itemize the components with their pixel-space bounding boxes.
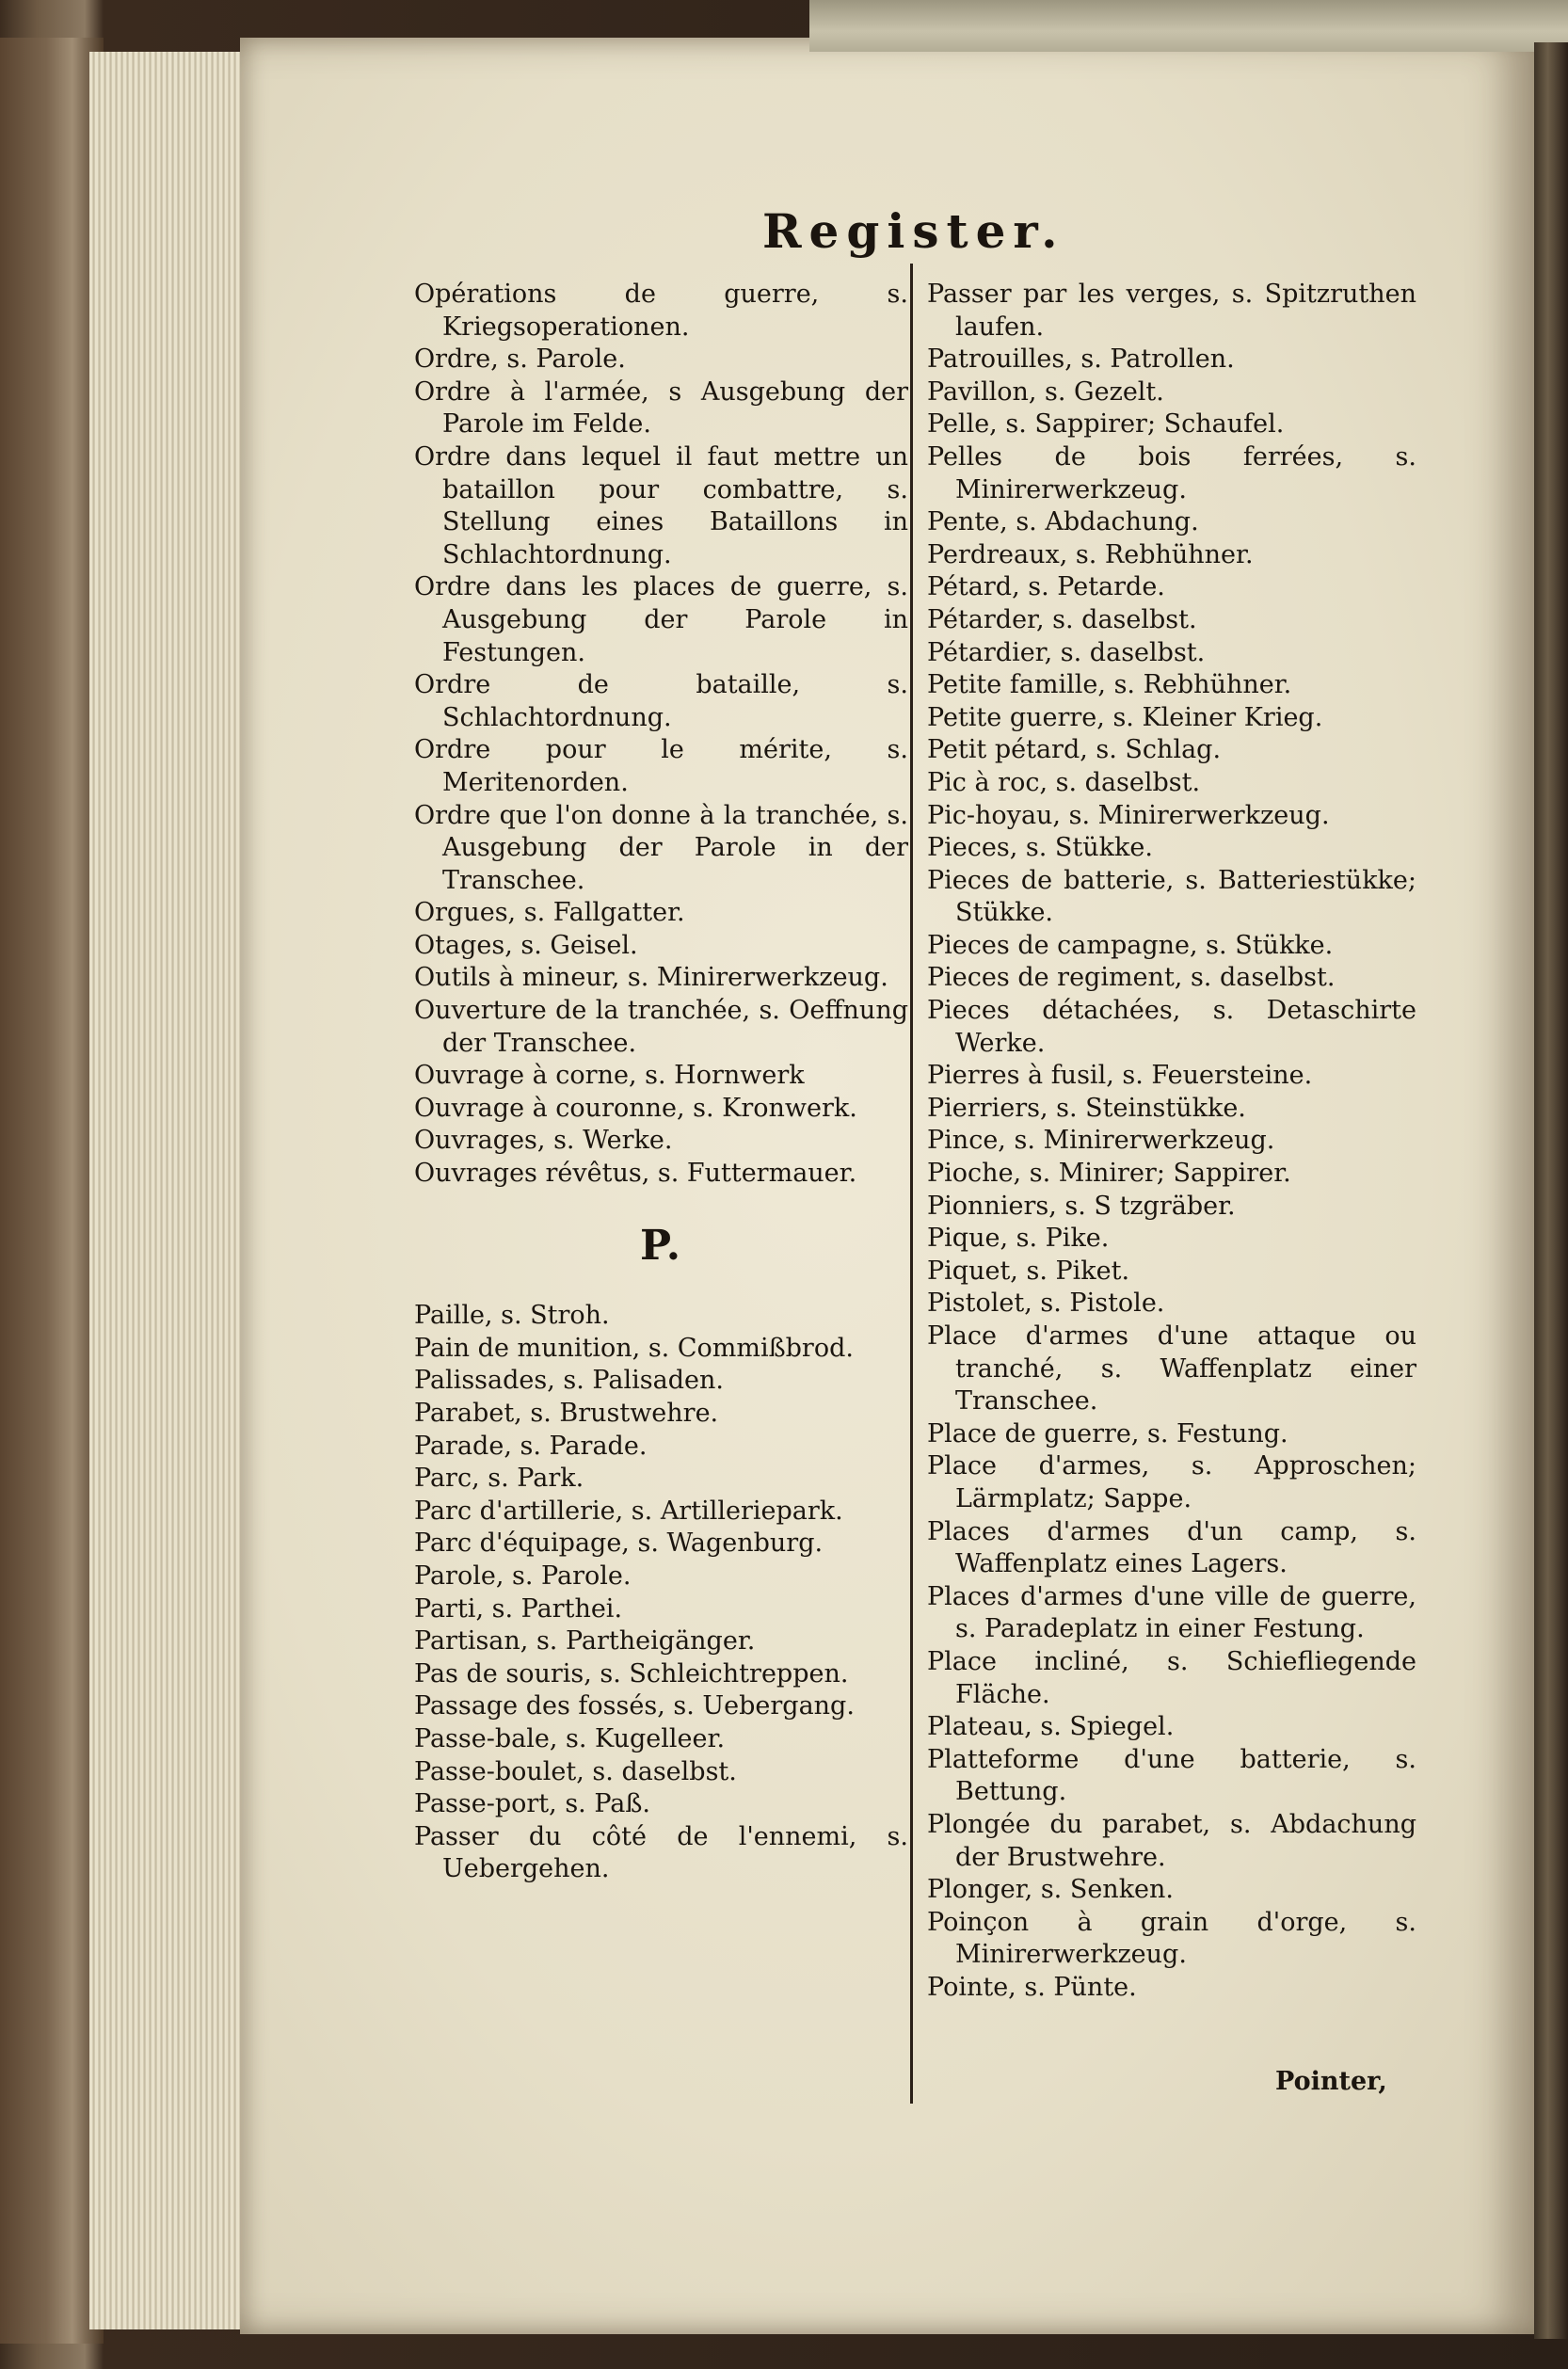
index-entry: Pionniers, s. S tzgräber. [927,1191,1236,1221]
index-entry: Pieces de campagne, s. Stükke. [927,930,1334,960]
page-edges [89,52,249,2329]
index-entry: Parabet, s. Brustwehre. [414,1399,719,1428]
index-entry: Pelles de bois ferrées, s. Minirerwerkzeug. [927,441,1416,504]
index-entry: Pieces de batterie, s. Batteriestükke; Stükke. [927,865,1416,928]
index-entry: Parc d'équipage, s. Wagenburg. [414,1529,824,1559]
index-entry: Place de guerre, s. Festung. [927,1418,1288,1449]
index-entry: Parti, s. Parthei. [414,1593,623,1624]
index-entry: Pelle, s. Sappirer; Schaufel. [927,409,1285,440]
index-entry: Ordre dans les places de guerre, s. Ausgebung der Parole in Festungen. [414,572,908,667]
left-entries-bottom [414,1300,908,1886]
index-entry: Parc, s. Park. [414,1464,584,1494]
index-entry: Ouvrage à couronne, s. Kronwerk. [414,1093,857,1123]
index-entry: Pétarder, s. daselbst. [927,604,1197,634]
index-entry: Ordre de bataille, s. Schlachtordnung. [414,670,908,732]
index-entry: Ordre dans lequel il faut mettre un bataillon pour combattre, s. Stellung eines Bataillons in Schlachtordnung. [414,441,908,569]
index-entry: Pieces de regiment, s. daselbst. [927,963,1336,993]
index-entry: Plongée du parabet, s. Abdachung der Brustwehre. [927,1809,1416,1872]
right-column [927,279,1416,2004]
index-entry: Ouvrages révêtus, s. Futtermauer. [414,1159,857,1189]
index-entry: Pince, s. Minirerwerkzeug. [927,1126,1275,1156]
index-entry: Opérations de guerre, s. Kriegsoperationen. [414,280,908,342]
catchword: Pointer, [1275,2067,1387,2096]
index-entry: Pistolet, s. Pistole. [927,1289,1165,1319]
index-entry: Ordre pour le mérite, s. Meritenorden. [414,735,908,797]
book-right-edge [1534,42,1568,2339]
index-entry: Ordre, s. Parole. [414,344,626,375]
index-entry: Petit pétard, s. Schlag. [927,735,1222,765]
index-entry: Passage des fossés, s. Uebergang. [414,1691,855,1721]
column-divider-rule [910,264,913,2104]
index-entry: Pavillon, s. Gezelt. [927,376,1164,407]
index-entry: Passer du côté de l'ennemi, s. Uebergehen. [414,1821,908,1884]
index-entry: Parc d'artillerie, s. Artilleriepark. [414,1496,843,1526]
index-entry: Passe-boulet, s. daselbst. [414,1756,737,1786]
index-entry: Pieces détachées, s. Detaschirte Werke. [927,996,1416,1058]
index-entry: Patrouilles, s. Patrollen. [927,344,1235,375]
index-entry: Pétardier, s. daselbst. [927,637,1206,667]
index-entry: Ouvrage à corne, s. Hornwerk [414,1061,805,1091]
book-cover-edge [0,38,104,2344]
index-entry: Pioche, s. Minirer; Sappirer. [927,1159,1291,1189]
index-entry: Ordre à l'armée, s Ausgebung der Parole im Felde. [414,376,908,440]
index-entry: Petite guerre, s. Kleiner Krieg. [927,702,1323,732]
index-entry: Passer par les verges, s. Spitzruthen laufen. [927,280,1416,342]
page-header: Register. [762,203,1065,259]
index-entry: Partisan, s. Partheigänger. [414,1626,756,1657]
index-entry: Pieces, s. Stükke. [927,833,1153,863]
index-entry: Pétard, s. Petarde. [927,572,1165,602]
section-letter-p: P. [639,1221,683,1270]
index-entry: Platteforme d'une batterie, s. Bettung. [927,1744,1416,1807]
index-entry: Pain de munition, s. Commißbrod. [414,1333,854,1363]
left-column [414,279,908,1886]
index-entry: Places d'armes d'un camp, s. Waffenplatz eines Lagers. [927,1516,1416,1579]
index-entry: Pointe, s. Pünte. [927,1972,1137,2002]
index-entry: Ouverture de la tranchée, s. Oeffnung der Transchee. [414,996,908,1058]
left-entries-top [414,279,908,1191]
index-entry: Pierres à fusil, s. Feuersteine. [927,1061,1313,1091]
index-entry: Passe-bale, s. Kugelleer. [414,1723,726,1753]
index-entry: Parade, s. Parade. [414,1431,648,1461]
index-entry: Plateau, s. Spiegel. [927,1712,1175,1742]
index-entry: Petite famille, s. Rebhühner. [927,670,1292,700]
index-entry: Outils à mineur, s. Minirerwerkzeug. [414,963,888,993]
index-entry: Pique, s. Pike. [927,1224,1110,1254]
index-entry: Pente, s. Abdachung. [927,507,1199,537]
index-entry: Paille, s. Stroh. [414,1301,610,1331]
top-paper-strip [809,0,1568,52]
index-entry: Ouvrages, s. Werke. [414,1126,673,1156]
index-entry: Piquet, s. Piket. [927,1256,1130,1286]
index-entry: Pas de souris, s. Schleichtreppen. [414,1658,849,1689]
index-entry: Palissades, s. Palisaden. [414,1366,724,1396]
index-entry: Place d'armes, s. Approschen; Lärmplatz; Sappe. [927,1451,1416,1513]
index-entry: Perdreaux, s. Rebhühner. [927,539,1254,569]
index-entry: Pic-hoyau, s. Minirerwerkzeug. [927,800,1330,830]
index-entry: Poinçon à grain d'orge, s. Minirerwerkzeug. [927,1907,1416,1970]
index-entry: Places d'armes d'une ville de guerre, s. Paradeplatz in einer Festung. [927,1581,1416,1644]
index-entry: Orgues, s. Fallgatter. [414,898,685,928]
index-entry: Passe-port, s. Paß. [414,1789,651,1819]
index-entry: Pierriers, s. Steinstükke. [927,1093,1246,1123]
index-entry: Place d'armes d'une attaque ou tranché, s. Waffenplatz einer Transchee. [927,1321,1416,1417]
index-entry: Place incliné, s. Schiefliegende Fläche. [927,1646,1416,1709]
index-entry: Pic à roc, s. daselbst. [927,767,1201,797]
index-entry: Otages, s. Geisel. [414,930,638,960]
index-entry: Plonger, s. Senken. [927,1875,1175,1905]
index-entry: Parole, s. Parole. [414,1561,632,1591]
index-entry: Ordre que l'on donne à la tranchée, s. Ausgebung der Parole in der Transchee. [414,800,908,895]
